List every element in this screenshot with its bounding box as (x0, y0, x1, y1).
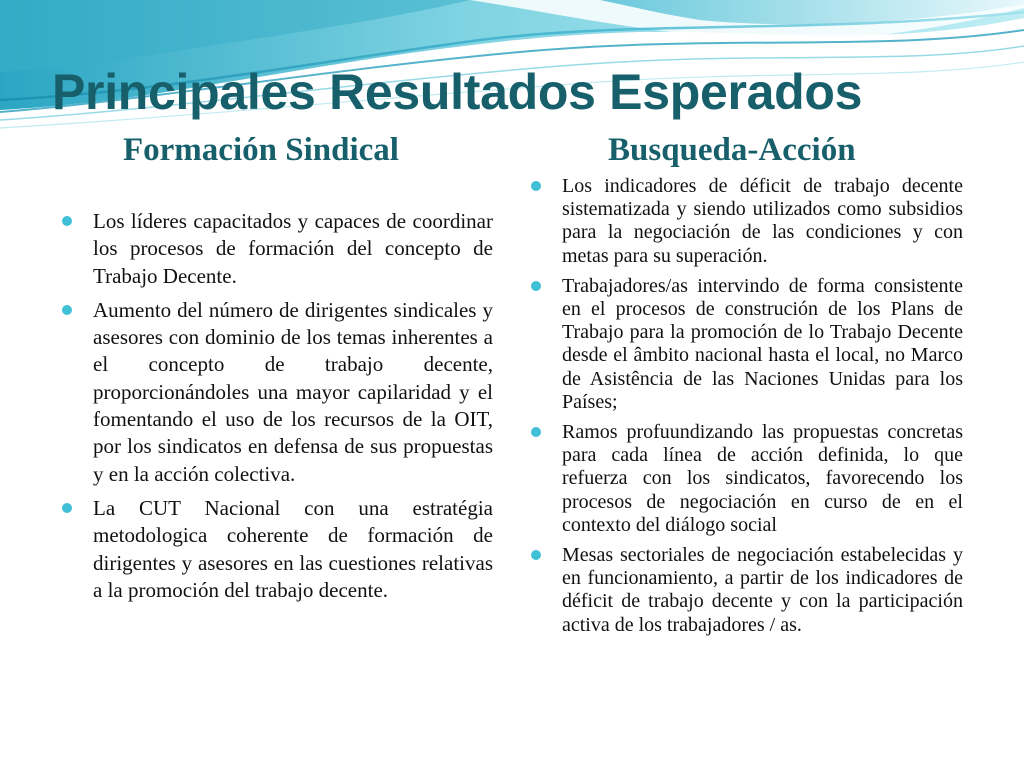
bullet-dot-icon (531, 181, 541, 191)
list-item-text: La CUT Nacional con una estratégia metodologica coherente de formación de dirigentes y asesores en las cuestiones relativas a la promoción del trabajo decente. (93, 495, 493, 602)
bullet-dot-icon (531, 427, 541, 437)
right-bullet-list (531, 175, 963, 644)
list-item (531, 175, 963, 268)
list-item (62, 297, 493, 488)
list-item (531, 275, 963, 414)
bullet-dot-icon (531, 550, 541, 560)
list-item-text: Aumento del número de dirigentes sindicales y asesores con dominio de los temas inherentes a el concepto de trabajo decente, proporcionándoles una mayor capilaridad y el fomentando el uso de los recursos de la OIT, por los sindicatos en defensa de sus propuestas y en la acción colectiva. (93, 297, 493, 486)
bullet-dot-icon (62, 503, 72, 513)
right-column-heading: Busqueda-Acción (608, 132, 856, 168)
bullet-dot-icon (531, 281, 541, 291)
list-item (531, 544, 963, 637)
left-bullet-list (62, 208, 493, 611)
list-item (531, 421, 963, 537)
list-item-text: Los indicadores de déficit de trabajo decente sistematizada y siendo utilizados como subsidios para la negociación de las condiciones y con metas para su superación. (562, 175, 963, 267)
list-item-text: Mesas sectoriales de negociación estabelecidas y en funcionamiento, a partir de los indicadores de déficit de trabajo decente y con la participación activa de los trabajadores / as. (562, 544, 963, 636)
slide-title: Principales Resultados Esperados (52, 64, 863, 120)
list-item-text: Ramos profuundizando las propuestas concretas para cada línea de acción definida, lo que refuerza con los sindicatos, favorecendo los procesos de negociación en curso de en el contexto del diálogo social (562, 421, 963, 536)
bullet-dot-icon (62, 216, 72, 226)
bullet-dot-icon (62, 305, 72, 315)
list-item (62, 208, 493, 290)
list-item (62, 495, 493, 604)
list-item-text: Trabajadores/as intervindo de forma consistente en el procesos de construción de los Plans de Trabajo para la promoción de lo Trabajo Decente desde el âmbito nacional hasta el local, no Marco de Asistência de las Naciones Unidas para los Países; (562, 274, 963, 413)
left-column-heading: Formación Sindical (123, 132, 399, 168)
list-item-text: Los líderes capacitados y capaces de coordinar los procesos de formación del concepto de Trabajo Decente. (93, 209, 493, 288)
